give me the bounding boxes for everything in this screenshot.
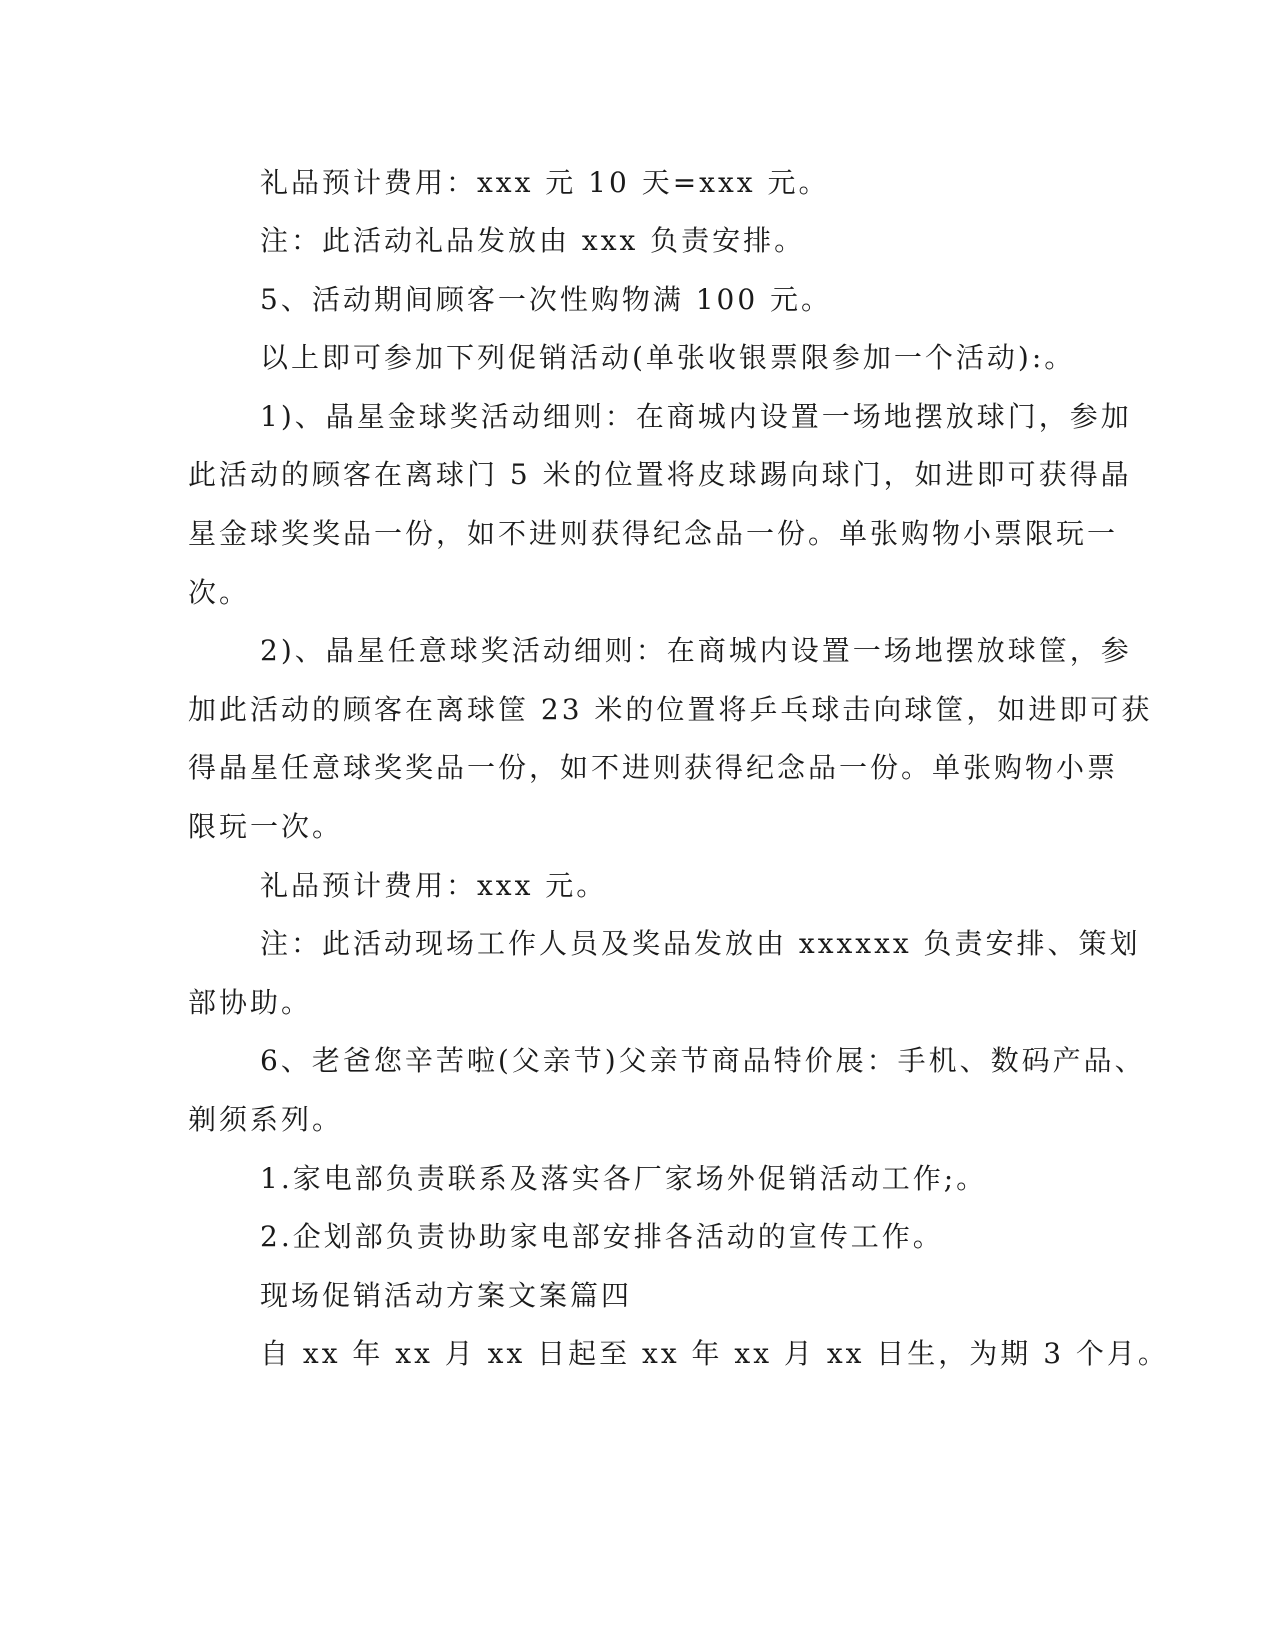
text-line: 礼品预计费用：xxx 元。 bbox=[260, 869, 608, 902]
text-line: 注：此活动礼品发放由 xxx 负责安排。 bbox=[260, 224, 806, 257]
text-line: 5、活动期间顾客一次性购物满 100 元。 bbox=[260, 283, 833, 316]
text-line: 得晶星任意球奖奖品一份，如不进则获得纪念品一份。单张购物小票 bbox=[188, 751, 1119, 784]
text-line: 部协助。 bbox=[188, 986, 313, 1019]
text-line: 剃须系列。 bbox=[188, 1103, 344, 1136]
text-line: 6、老爸您辛苦啦(父亲节)父亲节商品特价展：手机、数码产品、 bbox=[260, 1044, 1146, 1077]
text-line: 自 xx 年 xx 月 xx 日起至 xx 年 xx 月 xx 日生，为期 3 个月。 bbox=[260, 1337, 1169, 1370]
text-line: 以上即可参加下列促销活动(单张收银票限参加一个活动):。 bbox=[260, 341, 1076, 374]
text-line: 星金球奖奖品一份，如不进则获得纪念品一份。单张购物小票限玩一 bbox=[188, 517, 1119, 550]
text-line: 此活动的顾客在离球门 5 米的位置将皮球踢向球门，如进即可获得晶 bbox=[188, 458, 1132, 491]
text-line: 限玩一次。 bbox=[188, 810, 344, 843]
text-line: 1)、晶星金球奖活动细则：在商城内设置一场地摆放球门，参加 bbox=[260, 400, 1132, 433]
text-line: 次。 bbox=[188, 576, 251, 609]
text-line: 1.家电部负责联系及落实各厂家场外促销活动工作;。 bbox=[260, 1162, 988, 1195]
text-line: 2)、晶星任意球奖活动细则：在商城内设置一场地摆放球筐，参 bbox=[260, 634, 1132, 667]
text-line: 2.企划部负责协助家电部安排各活动的宣传工作。 bbox=[260, 1220, 944, 1253]
text-line: 注：此活动现场工作人员及奖品发放由 xxxxxx 负责安排、策划 bbox=[260, 927, 1141, 960]
text-line: 加此活动的顾客在离球筐 23 米的位置将乒乓球击向球筐，如进即可获 bbox=[188, 693, 1153, 726]
section-heading: 现场促销活动方案文案篇四 bbox=[260, 1279, 633, 1312]
text-line: 礼品预计费用：xxx 元 10 天=xxx 元。 bbox=[260, 166, 830, 199]
